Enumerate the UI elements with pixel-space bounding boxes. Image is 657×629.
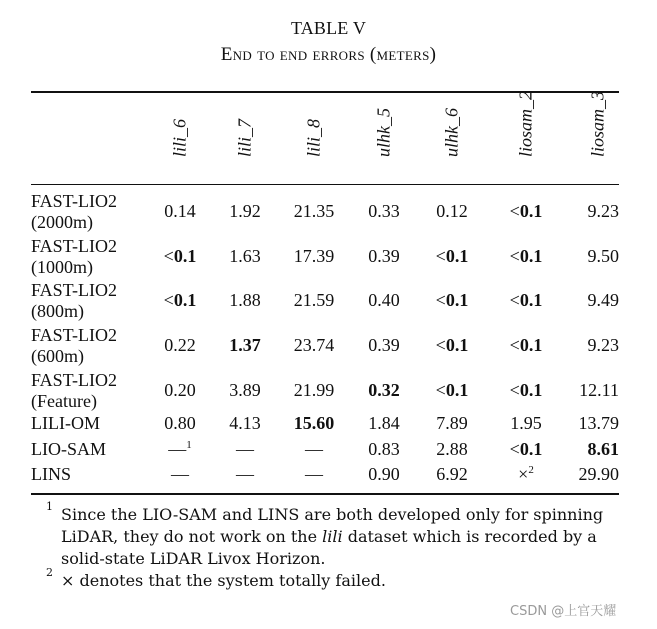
row-label (31, 439, 106, 460)
cell-value: 9.23 (587, 335, 619, 355)
row-label-line-1: LIO-SAM (31, 439, 106, 459)
cell-value: 6.92 (436, 464, 468, 484)
cell-value: 0.39 (368, 335, 400, 355)
table-cell (436, 380, 469, 401)
column-header-label: lili_6 (169, 118, 190, 157)
less-than-sign: < (509, 439, 520, 459)
table-cell (229, 380, 261, 401)
row-label (31, 280, 117, 322)
row-label (31, 413, 100, 434)
cell-value: 0.83 (368, 439, 400, 459)
cell-value: 1.37 (229, 335, 261, 355)
less-than-sign: < (509, 335, 520, 355)
cell-value: 0.1 (519, 439, 543, 459)
table-cell (294, 201, 335, 222)
cell-value: 9.49 (587, 290, 619, 310)
cell-value: 0.40 (368, 290, 400, 310)
cell-value: 0.1 (173, 246, 197, 266)
column-header-lili-7 (225, 96, 265, 180)
table-cell (436, 290, 469, 311)
table-cell (518, 464, 534, 485)
cell-value: 1.88 (229, 290, 261, 310)
less-than-sign: < (509, 290, 520, 310)
cell-value: 0.1 (445, 380, 469, 400)
row-label (31, 236, 117, 278)
cell-value: 3.89 (229, 380, 261, 400)
table-cell (368, 439, 400, 460)
column-header-label: lili_7 (234, 118, 255, 157)
table-cell (436, 201, 468, 222)
table-cell (305, 439, 323, 460)
cell-value: 0.1 (519, 380, 543, 400)
row-label-line-1: FAST-LIO2 (31, 370, 118, 390)
footnote-1-line-1: Since the LIO-SAM and LINS are both developed only for spinning (61, 505, 604, 524)
cell-value: — (236, 439, 254, 459)
less-than-sign: < (435, 290, 446, 310)
cell-value: 23.74 (293, 335, 335, 355)
cell-value: 1.92 (229, 201, 261, 221)
table-cell (229, 246, 261, 267)
watermark: CSDN @上官天耀 (510, 604, 617, 619)
column-header-lili-8 (294, 96, 334, 180)
row-label-line-1: LILI-OM (31, 413, 100, 433)
cell-value: 0.39 (368, 246, 400, 266)
table-cell (579, 464, 620, 485)
row-label-line-2: (1000m) (31, 257, 93, 277)
table-cell (305, 464, 323, 485)
cell-value: 0.90 (368, 464, 400, 484)
cell-value: 13.79 (578, 413, 619, 433)
less-than-sign: < (509, 201, 520, 221)
table-cell (229, 290, 261, 311)
table-cell (229, 201, 261, 222)
table-cell (164, 380, 196, 401)
cell-value: 1.84 (368, 413, 400, 433)
cell-value: 0.1 (519, 335, 543, 355)
table-cell (588, 201, 620, 222)
table-cell (294, 290, 335, 311)
table-cell (510, 246, 543, 267)
cell-value: — (236, 464, 254, 484)
table-cell (368, 335, 400, 356)
row-label-line-1: FAST-LIO2 (31, 236, 118, 256)
column-header-label: ulhk_6 (441, 108, 462, 157)
cell-value: 21.99 (293, 380, 335, 400)
table-cell (510, 439, 543, 460)
cell-value: 0.32 (368, 380, 400, 400)
table-cell (436, 439, 468, 460)
table-cell (164, 335, 196, 356)
cell-value: — (305, 464, 323, 484)
table-cell (168, 439, 192, 460)
cell-value: 0.1 (519, 246, 543, 266)
cell-value: 0.1 (173, 290, 197, 310)
row-label-line-1: FAST-LIO2 (31, 280, 118, 300)
cell-value: 15.60 (293, 413, 335, 433)
table-cell (294, 413, 335, 434)
table-cell (510, 201, 543, 222)
table-cell (436, 464, 468, 485)
cell-value: 0.1 (445, 290, 469, 310)
table-cell (236, 439, 254, 460)
cell-value: 1.63 (229, 246, 261, 266)
footnote-ref: 1 (186, 439, 192, 451)
column-header-lili-6 (160, 96, 200, 180)
cell-value: 0.80 (164, 413, 196, 433)
footnote-1-line-2: LiDAR, they do not work on the lili dataset which is recorded by a (61, 527, 597, 546)
bottom-rule (31, 493, 619, 495)
table-cell (294, 380, 335, 401)
table-cell (164, 201, 196, 222)
table-cell (436, 335, 469, 356)
table-cell (368, 413, 400, 434)
cell-value: 29.90 (578, 464, 619, 484)
cell-value: 9.50 (587, 246, 619, 266)
table-cell (368, 464, 400, 485)
column-header-ulhk-6 (432, 96, 472, 180)
less-than-sign: < (509, 380, 520, 400)
column-header-liosam-3 (578, 90, 618, 180)
cell-value: 0.20 (164, 380, 196, 400)
cell-value: 0.14 (164, 201, 196, 221)
table-cell (294, 335, 335, 356)
row-label-line-1: FAST-LIO2 (31, 191, 118, 211)
row-label (31, 370, 117, 412)
table-cell (579, 380, 619, 401)
table-cell (510, 380, 543, 401)
cell-value: 0.12 (436, 201, 468, 221)
cell-value: 9.23 (587, 201, 619, 221)
row-label (31, 464, 71, 485)
table-cell (164, 413, 196, 434)
row-label-line-2: (800m) (31, 301, 84, 321)
column-header-ulhk-5 (364, 96, 404, 180)
less-than-sign: < (435, 380, 446, 400)
table-cell (588, 335, 620, 356)
table-cell (229, 335, 261, 356)
table-cell (294, 246, 335, 267)
footnote-1-line-3: solid-state LiDAR Livox Horizon. (61, 549, 326, 568)
table-label: TABLE V (290, 18, 367, 38)
row-label-line-2: (600m) (31, 346, 84, 366)
cell-value: 0.22 (164, 335, 196, 355)
table-cell (164, 290, 197, 311)
cell-value: 1.95 (510, 413, 542, 433)
table-cell (588, 290, 620, 311)
table-cell (510, 335, 543, 356)
cell-value: 2.88 (436, 439, 468, 459)
cell-value: — (168, 439, 187, 459)
column-header-label: ulhk_5 (373, 108, 394, 157)
header-rule (31, 184, 619, 185)
table-cell (368, 380, 400, 401)
table-cell (436, 246, 469, 267)
cell-value: — (171, 464, 189, 484)
table-cell (436, 413, 468, 434)
table-cell (236, 464, 254, 485)
table-cell (510, 413, 542, 434)
less-than-sign: < (163, 246, 174, 266)
cell-value: 21.59 (293, 290, 335, 310)
row-label (31, 191, 117, 233)
footnote-2-mark: 2 (46, 566, 53, 579)
cell-value: 0.1 (519, 290, 543, 310)
less-than-sign: < (509, 246, 520, 266)
row-label-line-2: (Feature) (31, 391, 97, 411)
cell-value: 21.35 (293, 201, 335, 221)
less-than-sign: < (435, 246, 446, 266)
table-cell (164, 246, 197, 267)
cell-value: 0.33 (368, 201, 400, 221)
table-cell (588, 246, 620, 267)
table-title: End to end errors (meters) (220, 44, 437, 65)
column-header-liosam-2 (506, 90, 546, 180)
footnote-1-mark: 1 (46, 500, 53, 513)
cell-value: 0.1 (519, 201, 543, 221)
column-header-label: lili_8 (303, 118, 324, 157)
table-cell (368, 201, 400, 222)
row-label-line-1: LINS (31, 464, 71, 484)
table-cell (510, 290, 543, 311)
table-cell (368, 290, 400, 311)
footnote-2-text: × denotes that the system totally failed. (61, 571, 386, 590)
cell-value: — (305, 439, 323, 459)
row-label-line-1: FAST-LIO2 (31, 325, 118, 345)
cell-value: 8.61 (587, 439, 619, 459)
row-label-line-2: (2000m) (31, 212, 93, 232)
footnote-ref: 2 (528, 464, 534, 476)
cell-value: 7.89 (436, 413, 468, 433)
table-cell (229, 413, 261, 434)
column-header-label: liosam_3 (587, 90, 608, 157)
cell-value: 12.11 (579, 380, 619, 400)
less-than-sign: < (435, 335, 446, 355)
cell-value: × (518, 464, 529, 484)
table-cell (368, 246, 400, 267)
cell-value: 0.1 (445, 246, 469, 266)
table-cell (588, 439, 620, 460)
column-header-label: liosam_2 (515, 90, 536, 157)
table-cell (579, 413, 620, 434)
cell-value: 4.13 (229, 413, 261, 433)
table-cell (171, 464, 189, 485)
row-label (31, 325, 117, 367)
cell-value: 0.1 (445, 335, 469, 355)
less-than-sign: < (163, 290, 174, 310)
cell-value: 17.39 (293, 246, 335, 266)
